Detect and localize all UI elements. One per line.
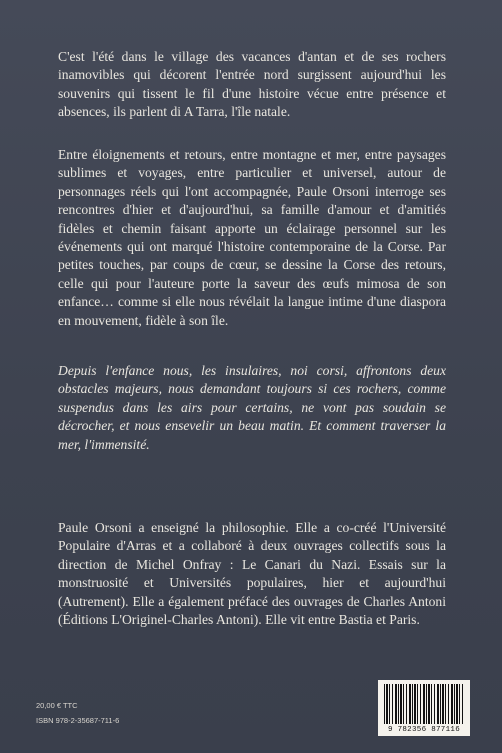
barcode xyxy=(378,680,470,736)
barcode-number: 9 782356 877116 xyxy=(387,726,460,734)
barcode-bars-icon xyxy=(384,684,464,724)
author-bio-paragraph: Paule Orsoni a enseigné la philosophie. Elle a co-créé l'Université Populaire d'Arras et a collaboré à deux ouvrages collectifs sous la direction de Michel Onfray : Le Canari du Nazi. Essais sur la monstruosité et Universités populaires, hier et aujourd'hui (Autrement). Elle a également préfacé des ouvrages de Charles Antoni (Éditions L'Originel-Charles Antoni). Elle vit entre Bastia et Paris. xyxy=(58,520,446,628)
intro-paragraph: C'est l'été dans le village des vacances d'antan et de ses rochers inamovibles qui décorent l'entrée nord surgissent aujourd'hui les souvenirs qui tissent le fil d'une histoire vécue entre présence et absences, ils parlent di A Tarra, l'île natale. xyxy=(58,49,446,120)
summary-paragraph: Entre éloignements et retours, entre montagne et mer, entre paysages sublimes et voyages, entre particulier et universel, autour de personnages réels qui l'ont accompagnée, Paule Orsoni interroge ses rencontres d'hier et d'aujourd'hui, sa famille d'amour et d'amitiés fidèles et chemin faisant apporte un éclairage personnel sur les événements qui ont marqué l'histoire contemporaine de la Corse. Par petites touches, par coups de cœur, se dessine la Corse des retours, celle qui pour l'auteure porte la saveur des œufs mimosa de son enfance… comme si elle nous révélait la langue intime d'une diaspora en mouvement, fidèle à son île. xyxy=(58,147,446,328)
price-label: 20,00 € TTC xyxy=(36,701,78,710)
isbn-label: ISBN 978-2-35687-711-6 xyxy=(36,716,120,725)
quote-paragraph: Depuis l'enfance nous, les insulaires, noi corsi, affrontons deux obstacles majeurs, nous demandant toujours si ces rochers, comme suspendus dans les airs pour certains, ne vont pas soudain se décrocher, et nous ensevelir un beau matin. Et comment traverser la mer, l'immensité. xyxy=(58,363,446,452)
